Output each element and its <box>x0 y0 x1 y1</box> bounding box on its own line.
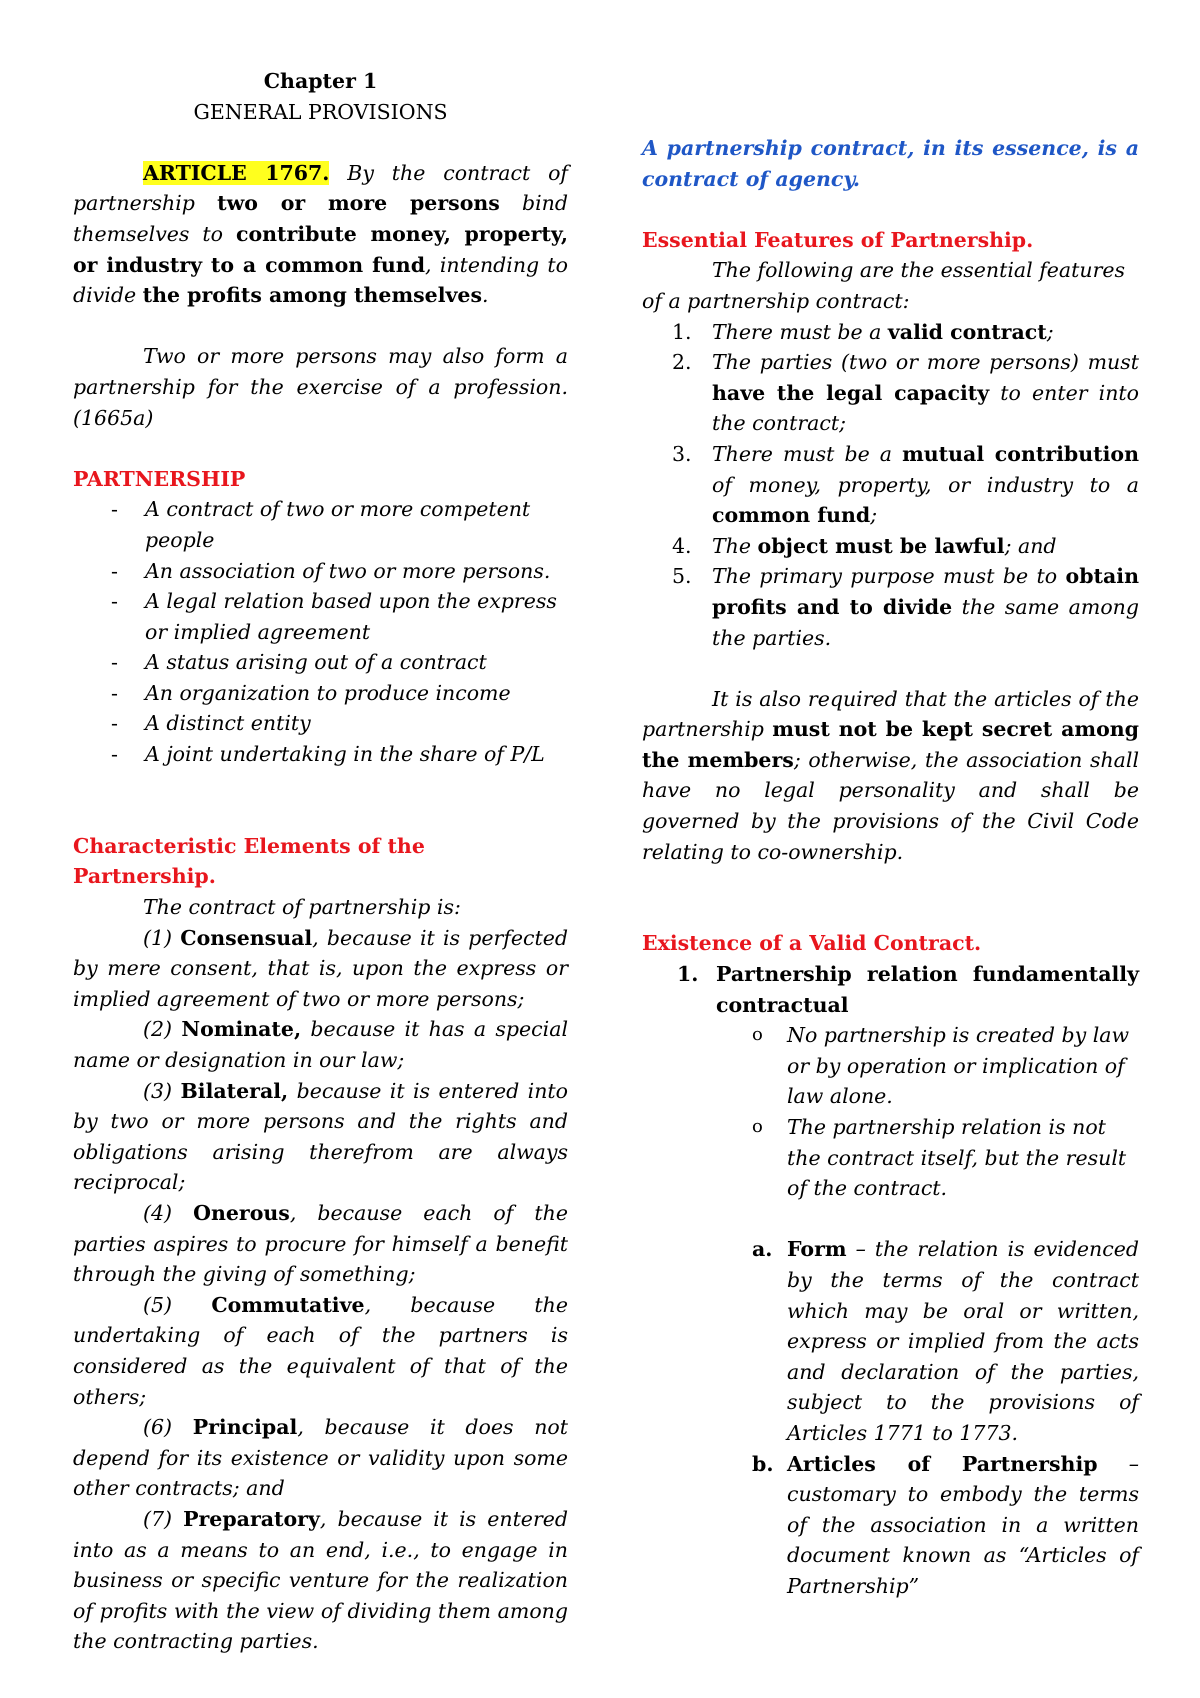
valid-contract-heading: Existence of a Valid Contract. <box>642 931 982 956</box>
valid-contract-point-1: 1. Partnership relation fundamentally contractual <box>677 962 1139 1017</box>
characteristic-item: (4) Onerous, because each of the parties aspires to procure for himself a benefit through the giving of something; <box>73 1200 568 1287</box>
characteristic-item: (2) Nominate, because it has a special name or designation in our law; <box>73 1017 568 1072</box>
list-item: - A joint undertaking in the share of P/L <box>73 739 568 770</box>
list-item: - An organization to produce income <box>73 678 568 709</box>
partnership-heading: PARTNERSHIP <box>73 466 246 491</box>
list-item: - An association of two or more persons. <box>73 556 568 587</box>
essential-features-heading: Essential Features of Partnership. <box>642 227 1034 252</box>
chapter-number: Chapter 1 <box>263 69 378 93</box>
essential-features-intro: The following are the essential features of a partnership contract: <box>642 258 1126 313</box>
characteristics-intro: The contract of partnership is: <box>143 895 461 920</box>
agency-note: A partnership contract, in its essence, is a contract of agency. <box>642 136 1139 191</box>
list-item: 2. The parties (two or more persons) must have the legal capacity to enter into the contract; <box>672 350 1139 436</box>
secrecy-paragraph: It is also required that the articles of the partnership must not be kept secret among the members; otherwise, the association shall have no legal personality and shall be governed by the provisions of the Civil Code relating to co-ownership. <box>642 686 1140 864</box>
characteristic-item: (3) Bilateral, because it is entered into by two or more persons and the rights and obligations arising therefrom are always reciprocal; <box>73 1078 568 1195</box>
valid-contract-bullets <box>642 1020 1139 1204</box>
list-item: 1. There must be a valid contract; <box>672 319 1054 344</box>
left-column <box>73 66 568 1657</box>
article-second-paragraph: Two or more persons may also form a partnership for the exercise of a profession. (1665a) <box>73 344 568 430</box>
list-item: - A contract of two or more competent people <box>73 494 568 555</box>
characteristics-heading: Characteristic Elements of the Partnership. <box>73 833 425 889</box>
list-item: o The partnership relation is not the contract itself, but the result of the contract. <box>642 1112 1139 1204</box>
characteristic-item: (5) Commutative, because the undertaking of each of the partners is considered as the equivalent of that of the others; <box>73 1292 568 1409</box>
article-label: ARTICLE 1767. <box>143 160 330 185</box>
essential-features-list <box>602 317 1139 654</box>
article-1767-paragraph: ARTICLE 1767. By the contract of partnership two or more persons bind themselves to contribute money, property, or industry to a common fund, intending to divide the profits among themselves. <box>73 160 568 308</box>
characteristic-item: (1) Consensual, because it is perfected by mere consent, that is, upon the express or implied agreement of two or more persons; <box>73 925 568 1011</box>
partnership-definition-list <box>73 494 568 769</box>
list-item: 5. The primary purpose must be to obtain profits and to divide the same among the parties. <box>672 564 1140 650</box>
form-subpoint: a. Form – the relation is evidenced by the terms of the contract which may be oral or written, express or implied from the acts and declaration of the parties, subject to the provisions of Articles 1771 to 1773. <box>752 1237 1139 1445</box>
characteristic-item: (7) Preparatory, because it is entered into as a means to an end, i.e., to engage in business or specific venture for the realization of profits with the view of dividing them among the contracting parties. <box>73 1506 568 1654</box>
list-item: - A distinct entity <box>73 708 568 739</box>
list-item: - A status arising out of a contract <box>73 647 568 678</box>
right-column <box>642 133 1139 1602</box>
characteristic-item: (6) Principal, because it does not depend for its existence or validity upon some other contracts; and <box>73 1415 569 1501</box>
articles-subpoint: b. Articles of Partnership – customary to embody the terms of the association in a written document known as “Articles of Partnership” <box>752 1451 1139 1598</box>
list-item: o No partnership is created by law or by operation or implication of law alone. <box>642 1020 1139 1112</box>
list-item: 4. The object must be lawful; and <box>672 533 1057 558</box>
list-item: - A legal relation based upon the express or implied agreement <box>73 586 568 647</box>
chapter-title: GENERAL PROVISIONS <box>193 99 448 124</box>
list-item: 3. There must be a mutual contribution of money, property, or industry to a common fund; <box>672 441 1139 528</box>
